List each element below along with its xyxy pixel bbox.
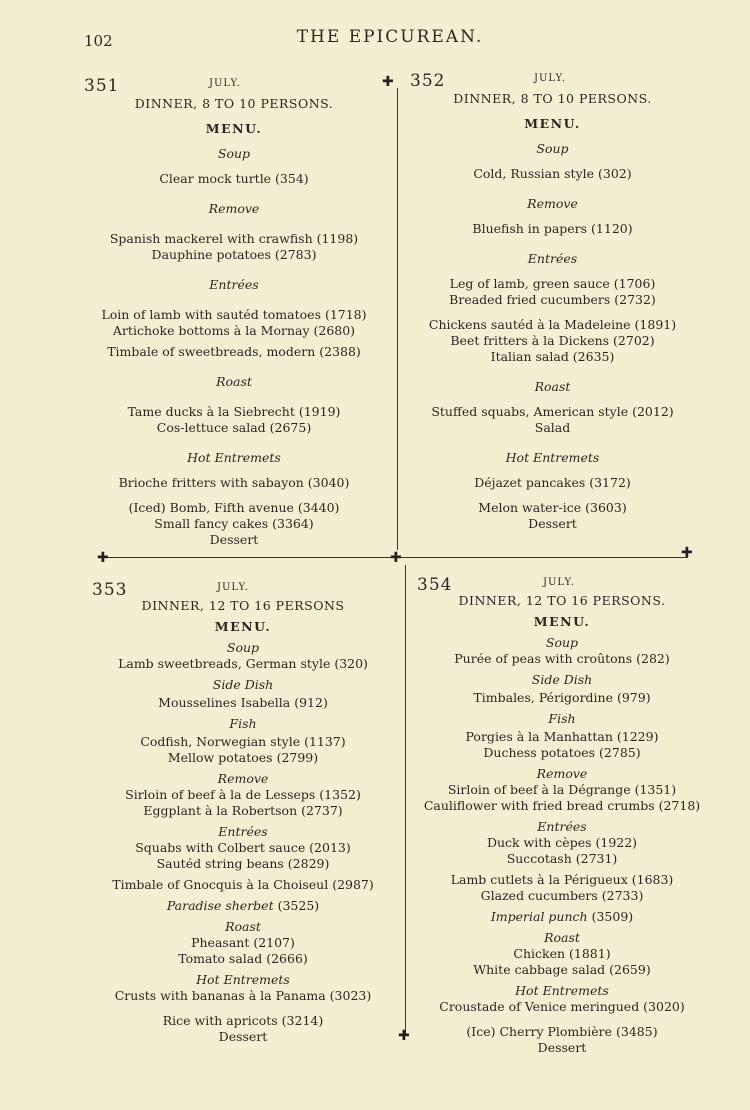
menu-dinner-heading: DINNER, 8 TO 10 PERSONS. [453,91,652,106]
vertical-divider-top [397,88,398,550]
dish: Timbale of sweetbreads, modern (2388) [107,344,361,359]
dish: Spanish mackerel with crawfish (1198) [109,231,359,246]
cross-ornament-icon: ✚ [390,550,402,566]
dish: Eggplant à la Robertson (2737) [143,803,343,818]
dish: Tomato salad (2666) [178,951,308,966]
dish: Mousselines Isabella (912) [158,695,328,710]
course-roast: Roast [534,379,571,394]
dish: Duchess potatoes (2785) [483,745,641,760]
course-soup: Soup [536,141,569,156]
dish: Bluefish in papers (1120) [472,221,633,236]
course-remove: Remove [527,196,578,211]
menu-month: JULY. [543,577,575,588]
dish: Mellow potatoes (2799) [167,750,319,765]
dessert: Dessert [209,532,259,547]
dish: Chicken (1881) [513,946,611,961]
course-entrees: Entrées [209,277,259,292]
dish: (Ice) Cherry Plombière (3485) [466,1024,658,1039]
course-side-dish: Side Dish [212,677,274,692]
menu-dinner-heading: DINNER, 12 TO 16 PERSONS [141,598,345,613]
cross-ornament-icon: ✚ [681,545,693,561]
dessert: Dessert [537,1040,587,1055]
course-remove: Remove [536,766,588,781]
dish: Salad [534,420,571,435]
dish: Croustade of Venice meringued (3020) [439,999,685,1014]
menu-number: 352 [410,71,446,91]
dish: Cauliflower with fried bread crumbs (2718) [423,798,701,813]
course-fish: Fish [548,711,576,726]
course-remove: Remove [208,201,260,216]
course-sherbet [417,909,707,925]
menu-label: MENU. [214,619,272,634]
menu-number: 354 [417,575,453,595]
dish: Clear mock turtle (354) [159,171,309,186]
course-hot-entremets: Hot Entremets [515,983,609,998]
sherbet-number: (3525) [277,898,320,913]
dish: Breaded fried cucumbers (2732) [449,292,656,307]
dish: White cabbage salad (2659) [473,962,651,977]
sherbet-number: (3509) [591,909,634,924]
dish: Crusts with bananas à la Panama (3023) [114,988,372,1003]
dish: Lamb cutlets à la Périgueux (1683) [450,872,674,887]
menu-month: JULY. [209,78,241,89]
vertical-divider-bottom [405,565,406,1035]
sherbet-label: Imperial punch [490,909,588,924]
course-remove: Remove [217,771,269,786]
dish: Porgies à la Manhattan (1229) [465,729,659,744]
menu-dinner-heading: DINNER, 12 TO 16 PERSONS. [458,593,666,608]
course-side-dish: Side Dish [531,672,593,687]
course-roast: Roast [544,930,580,945]
dish: Squabs with Colbert sauce (2013) [135,840,351,855]
course-roast: Roast [225,919,261,934]
dish: Codfish, Norwegian style (1137) [140,734,346,749]
course-entrees: Entrées [527,251,578,266]
course-soup: Soup [226,640,260,655]
dish: Timbale of Gnocquis à la Choiseul (2987) [112,877,374,892]
dish: Déjazet pancakes (3172) [474,475,631,490]
dish: (Iced) Bomb, Fifth avenue (3440) [128,500,340,515]
dish: Pheasant (2107) [191,935,295,950]
dish: Lamb sweetbreads, German style (320) [118,656,368,671]
dish: Cos-lettuce salad (2675) [156,420,312,435]
dish: Cold, Russian style (302) [473,166,632,181]
dish: Loin of lamb with sautéd tomatoes (1718) [101,307,367,322]
menu-label: MENU. [524,116,581,131]
menu-number: 353 [92,580,128,600]
page-number: 102 [84,32,113,50]
dish: Duck with cèpes (1922) [486,835,638,850]
course-hot-entremets: Hot Entremets [187,450,281,465]
dish: Italian salad (2635) [490,349,615,364]
course-fish: Fish [229,716,257,731]
dish: Sirloin of beef à la de Lesseps (1352) [125,787,361,802]
menu-number: 351 [84,76,120,96]
dish: Dauphine potatoes (2783) [151,247,317,262]
course-entrees: Entrées [537,819,587,834]
dish: Sautéd string beans (2829) [156,856,330,871]
dish: Purée of peas with croûtons (282) [454,651,670,666]
cross-ornament-icon: ✚ [398,1028,410,1044]
course-hot-entremets: Hot Entremets [505,450,600,465]
dessert: Dessert [218,1029,268,1044]
cross-ornament-icon: ✚ [382,74,394,90]
dish: Brioche fritters with sabayon (3040) [118,475,350,490]
dessert: Dessert [528,516,577,531]
dish: Tame ducks à la Siebrecht (1919) [127,404,341,419]
menu-label: MENU. [533,614,591,629]
dish: Chickens sautéd à la Madeleine (1891) [428,317,677,332]
menu-month: JULY. [217,582,249,593]
dish: Sirloin of beef à la Dégrange (1351) [447,782,677,797]
dish: Artichoke bottoms à la Mornay (2680) [112,323,356,338]
dish: Rice with apricots (3214) [162,1013,324,1028]
sherbet-label: Paradise sherbet [166,898,274,913]
dish: Glazed cucumbers (2733) [480,888,644,903]
cross-ornament-icon: ✚ [97,550,109,566]
menu-dinner-heading: DINNER, 8 TO 10 PERSONS. [134,96,334,111]
menu-label: MENU. [205,121,263,136]
dish: Leg of lamb, green sauce (1706) [449,276,656,291]
running-title: THE EPICUREAN. [296,27,484,47]
dish: Succotash (2731) [506,851,618,866]
course-entrees: Entrées [218,824,268,839]
menu-month: JULY. [534,73,566,84]
course-hot-entremets: Hot Entremets [196,972,290,987]
dish: Beet fritters à la Dickens (2702) [450,333,655,348]
dish: Small fancy cakes (3364) [154,516,314,531]
course-soup: Soup [545,635,579,650]
course-soup: Soup [217,146,251,161]
dish: Timbales, Périgordine (979) [473,690,651,705]
course-sherbet [92,898,394,914]
course-roast: Roast [216,374,252,389]
dish: Melon water-ice (3603) [478,500,627,515]
dish: Stuffed squabs, American style (2012) [431,404,674,419]
